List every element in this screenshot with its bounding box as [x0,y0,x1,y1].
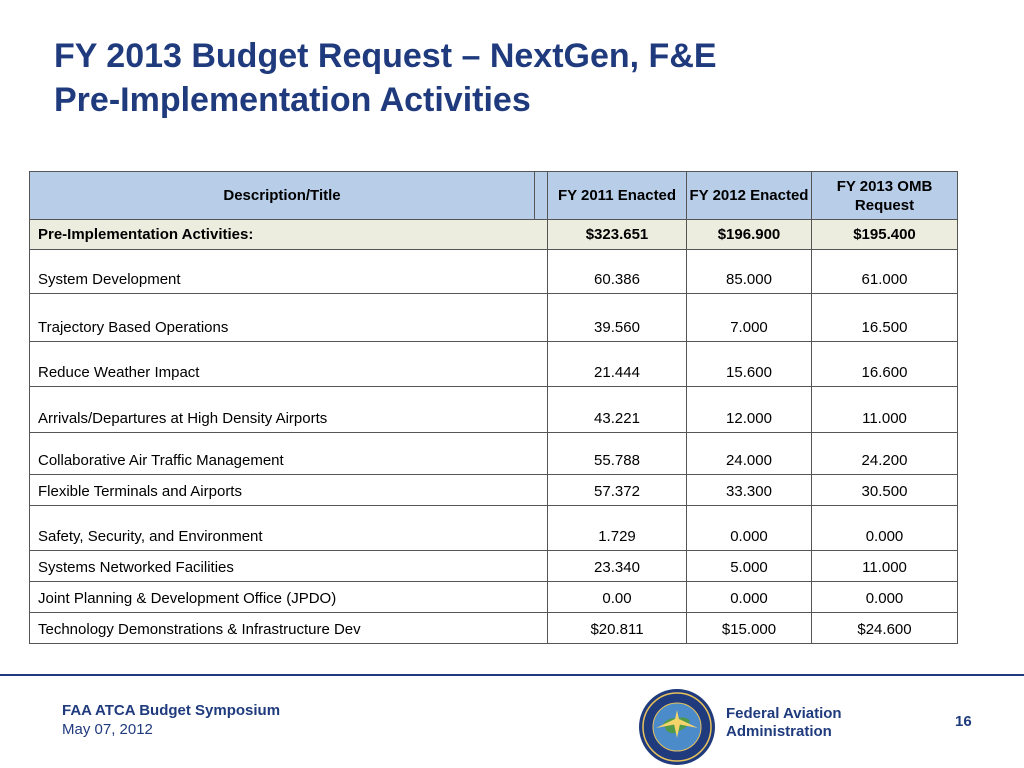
slide-title [54,34,717,122]
header-fy2011: FY 2011 Enacted [548,172,687,220]
row-fy2013: 11.000 [812,551,958,582]
footer-event-name: FAA ATCA Budget Symposium [62,702,281,719]
slide-title-line-1: FY 2013 Budget Request – NextGen, F&E [54,37,717,75]
table-row [30,475,958,506]
row-label: System Development [30,250,548,294]
table-row [30,613,958,644]
agency-name-line-2: Administration [726,723,832,740]
page-number: 16 [955,713,972,730]
row-fy2011: 57.372 [548,475,687,506]
row-fy2012: 0.000 [687,506,812,551]
summary-fy2011: $323.651 [548,220,687,250]
row-fy2011: 43.221 [548,387,687,433]
row-fy2012: 85.000 [687,250,812,294]
row-fy2013: 11.000 [812,387,958,433]
row-fy2011: 60.386 [548,250,687,294]
row-fy2012: 7.000 [687,294,812,342]
row-fy2013: 30.500 [812,475,958,506]
row-fy2012: 12.000 [687,387,812,433]
row-fy2011: 1.729 [548,506,687,551]
row-fy2012: 0.000 [687,582,812,613]
table-header-row [30,172,958,220]
row-label: Arrivals/Departures at High Density Airports [30,387,548,433]
row-fy2012: 33.300 [687,475,812,506]
row-fy2012: 15.600 [687,342,812,387]
row-fy2013: 16.600 [812,342,958,387]
table-row [30,387,958,433]
row-fy2012: $15.000 [687,613,812,644]
row-fy2013: 61.000 [812,250,958,294]
table-row [30,294,958,342]
row-label: Technology Demonstrations & Infrastructure Dev [30,613,548,644]
table-row [30,250,958,294]
summary-fy2013: $195.400 [812,220,958,250]
row-fy2011: 55.788 [548,433,687,475]
table-row [30,551,958,582]
table-row [30,433,958,475]
row-fy2013: 0.000 [812,582,958,613]
row-fy2011: 0.00 [548,582,687,613]
row-label: Collaborative Air Traffic Management [30,433,548,475]
row-label: Systems Networked Facilities [30,551,548,582]
row-fy2013: $24.600 [812,613,958,644]
agency-name-line-1: Federal Aviation [726,705,842,722]
summary-label: Pre-Implementation Activities: [30,220,548,250]
row-label: Reduce Weather Impact [30,342,548,387]
agency-name [726,705,842,741]
row-label: Safety, Security, and Environment [30,506,548,551]
budget-table [29,171,958,644]
table-row [30,342,958,387]
row-fy2011: 21.444 [548,342,687,387]
header-fy2012: FY 2012 Enacted [687,172,812,220]
summary-fy2012: $196.900 [687,220,812,250]
row-label: Flexible Terminals and Airports [30,475,548,506]
row-fy2013: 24.200 [812,433,958,475]
row-fy2012: 5.000 [687,551,812,582]
footer-event-info [62,701,280,739]
row-label: Trajectory Based Operations [30,294,548,342]
header-spacer [535,172,548,220]
header-fy2013: FY 2013 OMB Request [812,172,958,220]
footer-event-date: May 07, 2012 [62,721,153,738]
row-fy2011: 23.340 [548,551,687,582]
row-fy2011: $20.811 [548,613,687,644]
header-description: Description/Title [30,172,535,220]
faa-seal-icon [638,688,716,766]
table-row [30,506,958,551]
row-label: Joint Planning & Development Office (JPDO) [30,582,548,613]
row-fy2013: 16.500 [812,294,958,342]
row-fy2011: 39.560 [548,294,687,342]
row-fy2013: 0.000 [812,506,958,551]
table-row [30,582,958,613]
row-fy2012: 24.000 [687,433,812,475]
summary-row [30,220,958,250]
slide-title-line-2: Pre-Implementation Activities [54,81,531,119]
